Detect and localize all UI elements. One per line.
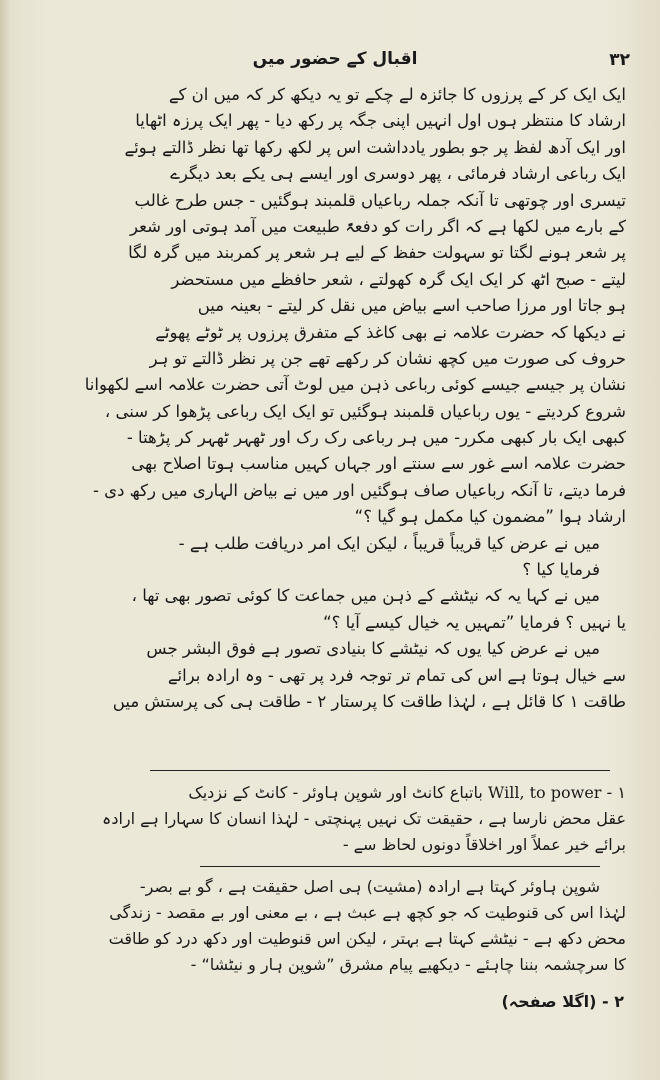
dialogue-line: سے خیال ہوتا ہے اس کی تمام تر توجہ فرد پر تھی - وہ ارادہ برائے bbox=[167, 665, 626, 685]
text-line: لیتے - صبح اٹھ کر ایک ایک گرہ کھولتے ، شعر حافظے میں مستحضر bbox=[171, 269, 626, 289]
text-line: ایک رباعی ارشاد فرمائی ، پھر دوسری اور ایسے ہی یکے بعد دیگرے bbox=[170, 164, 626, 184]
footnote-line: برائے خیر عملاً اور اخلاقاً دونوں لحاظ سے - bbox=[342, 835, 626, 854]
text-line: نشان پر جیسے جیسے کوئی رباعی ذہن میں لوٹ آتی حضرت علامہ اسے لکھوانا bbox=[84, 375, 626, 395]
page-number: ۳۲ bbox=[609, 50, 630, 70]
text-line: حروف کی صورت میں کچھ نشان کر رکھے تھے جن پر نظر ڈالتے تو ہر bbox=[149, 348, 626, 368]
text-line: کبھی ایک بار کبھی مکرر- میں ہر رباعی رک رک اور ٹھہر ٹھہر کر پڑھتا - bbox=[126, 428, 626, 448]
text-line: حضرت علامہ اسے غور سے سنتے اور جہاں کہیں مناسب ہوتا اصلاح بھی bbox=[131, 454, 626, 474]
next-page-footnote: ۲ - (اگلا صفحہ) bbox=[501, 992, 624, 1011]
dialogue-line: طاقت ۱ کا قائل ہے ، لہٰذا طاقت کا پرستار ۲ - طاقت ہی کی پرستش میں bbox=[112, 691, 626, 711]
text-line: ایک ایک کر کے پرزوں کا جائزہ لے چکے تو یہ دیکھ کر کہ میں ان کے bbox=[168, 85, 626, 104]
footnote-line: لہٰذا اس کی قنوطیت کہ جو کچھ ہے عبث ہے ، بے معنی اور بے مقصد - زندگی bbox=[109, 903, 626, 922]
footnote-divider-2 bbox=[200, 866, 600, 867]
footnote-number: ۱ - bbox=[606, 783, 626, 802]
text-line: ارشاد کا منتظر ہوں اول انہیں اپنی جگہ پر رکھ دیا - پھر ایک پرزہ اٹھایا bbox=[135, 111, 626, 131]
footnote-text: باتباع کانٹ اور شوپن ہاوئر - کانٹ کے نزدیک bbox=[188, 783, 483, 802]
text-line: فرما دیتے، تا آنکہ رباعیاں صاف ہوگئیں اور میں نے بیاض الہاری میں رکھ دی - bbox=[92, 480, 626, 500]
page-title: اقبال کے حضور میں bbox=[252, 49, 418, 69]
page-header bbox=[40, 48, 630, 78]
footnote-line: کا سرچشمہ بننا چاہئے - دیکھیے پیام مشرق ”شوپن ہار و نیٹشا“ - bbox=[190, 955, 626, 974]
footnote-line: محض دکھ ہے - نیٹشے کہتا ہے بہتر ، لیکن اس قنوطیت اور دکھ درد کو طاقت bbox=[108, 929, 626, 948]
dialogue-line: میں نے کہا یہ کہ نیٹشے کے ذہن میں جماعت کا کوئی تصور بھی تھا ، bbox=[131, 586, 600, 606]
text-line: شروع کردیتے - یوں رباعیاں قلمبند ہوگئیں تو ایک ایک رباعی پڑھوا کر سنی ، bbox=[104, 401, 626, 421]
main-text bbox=[46, 82, 626, 715]
text-line: ہو جاتا اور مرزا صاحب اسے بیاض میں نقل کر لیتے - بعینہ میں bbox=[197, 296, 626, 316]
text-line: اور ایک آدھ لفظ پر جو بطور یادداشت اس پر لکھ رکھا تھا نظر ڈالتے ہوئے bbox=[124, 137, 626, 157]
footnote-line: شوپن ہاوئر کہتا ہے ارادہ (مشیت) ہی اصل حقیقت ہے ، گو بے بصر- bbox=[139, 877, 600, 896]
footnote-line: عقل محض نارسا ہے ، حقیقت تک نہیں پہنچتی - لہٰذا انسان کا سہارا ہے ارادہ bbox=[101, 809, 626, 828]
dialogue-line: فرمایا کیا ؟ bbox=[522, 560, 600, 580]
footnotes bbox=[46, 780, 626, 858]
footnote-latin-term: Will, to power bbox=[487, 783, 602, 802]
dialogue-line: یا نہیں ؟ فرمایا ”تمہیں یہ خیال کیسے آیا ؟“ bbox=[323, 612, 626, 632]
footnote-divider bbox=[150, 770, 610, 771]
footnotes-2 bbox=[46, 874, 626, 978]
dialogue-line: میں نے عرض کیا قریباً قریباً ، لیکن ایک امر دریافت طلب ہے - bbox=[178, 533, 600, 553]
text-line: پر شعر ہونے لگتا تو سہولت حفظ کے لیے ہر شعر پر کمربند میں گرہ لگا bbox=[128, 243, 626, 263]
text-line: تیسری اور چوتھی تا آنکہ جملہ رباعیاں قلمبند ہوگئیں - جس طرح غالب bbox=[134, 190, 626, 210]
page-spine-shadow bbox=[0, 0, 10, 1080]
dialogue-line: میں نے عرض کیا یوں کہ نیٹشے کا بنیادی تصور ہے فوق البشر جس bbox=[146, 639, 600, 659]
footnote-line bbox=[46, 780, 626, 806]
text-line: ارشاد ہوا ”مضمون کیا مکمل ہو گیا ؟“ bbox=[354, 507, 626, 527]
text-line: کے بارے میں لکھا ہے کہ اگر رات کو دفعۃً طبیعت میں آمد ہوتی اور شعر bbox=[130, 216, 626, 236]
text-line: نے دیکھا کہ حضرت علامہ نے بھی کاغذ کے متفرق پرزوں پر ٹوٹے پھوٹے bbox=[155, 322, 626, 342]
